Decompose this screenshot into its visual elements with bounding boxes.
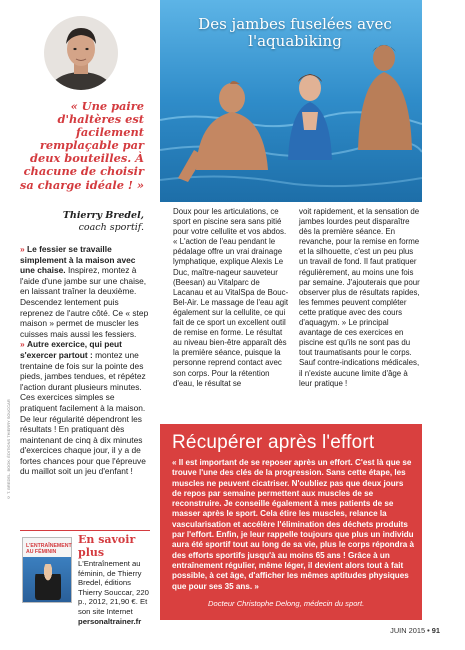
author-name: Thierry Bredel, (62, 210, 144, 221)
bullet-mark: » (20, 244, 25, 254)
bullet-mark: » (20, 339, 25, 350)
article-column-right: voit rapidement, et la sensation de jambes lourdes peut disparaître dès la première séance. En revanche, pour la remise en forme et la silhouette, c'est un peu plus un travail de fond. Il faut pratiquer régulièrement, au moins une fois par semaine. J'ajouterais que pour observer plus de résultats rapides, les femmes peuvent compléter cette pratique avec des cours d'aquagym. » Le principal avantage de ces exercices en piscine est qu'ils ne sont pas du tout traumatisants pour le corps. Sauf contre-indications médicales, il n'existe aucune limite d'âge à leur pratique ! (299, 207, 420, 388)
pull-quote: « Une paire d'haltères est facilement remplaçable par deux bouteilles. À chacune de choisir sa charge idéale ! » (19, 99, 144, 192)
exercise-paragraph (20, 244, 150, 339)
paragraph-lead: Autre exercice, qui peut s'exercer partout : (20, 339, 122, 360)
cover-figure-image (35, 564, 61, 600)
box-title: Récupérer après l'effort (172, 432, 375, 453)
book-cover (22, 537, 72, 603)
box-body: « Il est important de se reposer après un effort. C'est là que se trouve l'une des clés de la progression. Sans cette étape, les muscles ne peuvent cicatriser. N'oubliez pas que deux jours de repos par semaine permettent aux muscles de se reconstruire. Je conseille également à mes patients de se masser après le sport. Cela étire les muscles, relance la vascularisation et accélère l'élimination des déchets produits par l'effort. Enfin, je leur rappelle toujours que plus un individu aura été sportif tout au long de sa vie, plus le corps répondra à des efforts sportifs jusqu'à au moins 65 ans ! Grâce à un entraînement régulier, même léger, il devient alors tout à fait possible, à cet âge, d'afficher les mêmes aptitudes physiques que pour ses 35 ans. » (172, 458, 414, 591)
page-footer (340, 626, 440, 635)
paragraph-text: montez une trentaine de fois sur la pointe des pieds, jambes tendues, et répétez l'action durant plusieurs minutes. Ces exercices simples se pratiquent facilement à la maison. De leur régularité dépendront les résultats ! En pratiquant dès maintenant de cinq à dix minutes d'exercices chaque jour, il y a de fortes chances pour que l'épreuve du maillot soit un jeu d'enfant ! (20, 349, 146, 477)
book-description (78, 533, 152, 626)
photo-credit: © T. BREDEL. BOOK: ÉDITIONS THIERRY SOUCCAR (6, 399, 11, 500)
further-reading-box (20, 530, 150, 626)
website-link[interactable]: personaltrainer.fr (78, 616, 142, 626)
box-signature: Docteur Christophe Delong, médecin du sport. (208, 599, 365, 608)
exercise-paragraph (20, 339, 150, 477)
book-info: L'Entraînement au féminin, de Thierry Bredel, éditions Thierry Souccar, 220 p., 2012, 21,90 €. Et son site Internet (78, 559, 149, 616)
paragraph-lead: Le fessier se travaille simplement à la maison avec une chaise. (20, 244, 136, 276)
photo-title: Des jambes fuselées avec l'aquabiking (198, 15, 392, 50)
quote-author (20, 210, 144, 233)
further-reading-heading: En savoir plus (78, 533, 136, 559)
author-portrait (44, 16, 118, 90)
left-column (20, 244, 150, 477)
article-column-middle: Doux pour les articulations, ce sport en piscine sera sans pitié pour votre cellulite et vos abdos. « L'action de l'eau pendant le pédalage offre un vrai drainage lymphatique, explique Alexis Le Duc, maître-nageur sauveteur (Beesan) au Vitalparc de Lacanau et au VitalSpa de Bouc-Bel-Air. Le massage de l'eau agit également sur la cellulite, ce qui fait de ce sport un excellent outil de remise en forme. Le résultat au niveau bien-être apparaît dès la première séance, puisque la personne reprend contact avec son corps. Pour la rétention d'eau, le résultat se (173, 207, 289, 388)
recovery-box (160, 424, 422, 620)
paragraph-text: Inspirez, montez à l'aide d'une jambe sur une chaise, en laissant traîner la deuxième. Descendez lentement puis reprenez de l'autre côté. Ce « step maison » permet de muscler les cuisses mais aussi les fessiers. (20, 265, 149, 339)
author-role: coach sportif. (78, 221, 144, 233)
issue-date: JUIN 2015 (390, 626, 426, 635)
page-number: • 91 (427, 626, 440, 635)
book-cover-title: L'ENTRAÎNEMENT AU FÉMININ (26, 543, 72, 555)
